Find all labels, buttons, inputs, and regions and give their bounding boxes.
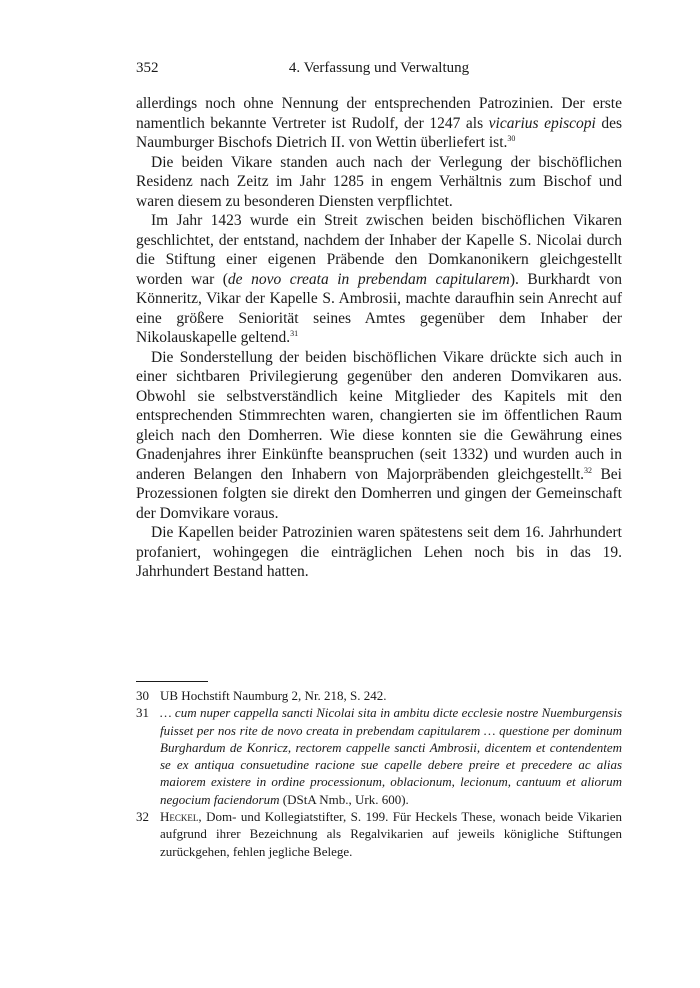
footnote-quote: … cum nuper cappella sancti Nicolai sita in ambitu dicte ecclesie nostre Nuemburgensis fuisset per nos rite de novo creata in prebendam capitularem … questione per dominum Burghardum de Konricz, rectorem cappelle sancti Ambrosii, dicentem et contendentem se ex antiqua consuetudine racione sue capelle debere preire et precedere ac alias maiorem existere in ordine processionum, oblacionum, lecionum, cantuum et aliorum negocium faciendorum: [160, 705, 622, 807]
footnote-number: 31: [136, 705, 149, 721]
paragraph: [136, 523, 622, 582]
footnote-marker: 32: [584, 465, 592, 475]
paragraph-text: des Naumburger Bischofs Dietrich II. von Wettin überliefert ist.: [136, 114, 622, 151]
body-text: [136, 94, 622, 582]
page-number: 352: [136, 60, 159, 76]
footnote: [136, 687, 622, 704]
paragraph: [136, 348, 622, 524]
chapter-title: 4. Verfassung und Verwaltung: [288, 60, 470, 76]
italic-quote: de novo creata in prebendam capitularem: [227, 270, 510, 288]
italic-term: vicarius episcopi: [488, 114, 596, 132]
footnote-text: [160, 704, 622, 808]
paragraph-text: Die Sonderstellung der beiden bischöflichen Vikare drückte sich auch in einer sichtbaren Privilegierung gegenüber den anderen Domvikaren aus. Obwohl sie selbstverständlich keine Mitglieder des Kapitels mit den entsprechenden Stimmrechten waren, changierten sie im öffentlichen Raum gleich nach den Domherren. Wie diese konnten sie die Gewährung eines Gnadenjahres ihrer Einkünfte beanspruchen (seit 1332) und wurden auch in anderen Belangen den Inhabern von Majorpräbenden gleichgestellt.: [136, 348, 622, 483]
footnote-author: Heckel: [160, 809, 199, 825]
paragraph-text: Im Jahr 1423 wurde ein Streit zwischen beiden bischöflichen Vikaren geschlichtet, der entstand, nachdem der Inhaber der Kapelle S. Nicolai durch die Stiftung einer eigenen Präbende den Domkanonikern gleichgestellt worden war (: [136, 212, 622, 288]
footnote-text: UB Hochstift Naumburg 2, Nr. 218, S. 242.: [160, 688, 387, 703]
paragraph-text: allerdings noch ohne Nennung der entsprechenden Patrozinien. Der erste namentlich bekannte Vertreter ist Rudolf, der 1247 als: [136, 95, 622, 132]
footnote-marker: 31: [290, 329, 299, 338]
footnote: [136, 704, 622, 808]
running-head: [136, 60, 622, 80]
paragraph-text: Die Kapellen beider Patrozinien waren spätestens seit dem 16. Jahrhundert profaniert, wohingegen die einträglichen Lehen noch bis in das 19. Jahrhundert Bestand hatten.: [136, 524, 622, 580]
paragraph: [136, 211, 622, 348]
footnotes: [136, 687, 622, 860]
footnote: [136, 808, 622, 860]
footnote-source: (DStA Nmb., Urk. 600).: [279, 791, 409, 807]
paragraph-text: Die beiden Vikare standen auch nach der Verlegung der bischöflichen Residenz nach Zeitz im Jahr 1285 in engem Verhältnis zum Bischof und waren diesem zu besonderen Diensten verpflichtet.: [136, 153, 622, 210]
paragraph-text: Bei Prozessionen folgten sie direkt den Domherren und gingen der Gemeinschaft der Domvikare voraus.: [136, 465, 622, 522]
paragraph: [136, 153, 622, 212]
footnote-separator: [136, 681, 208, 682]
footnote-number: 30: [136, 688, 149, 703]
footnote-marker: 30: [507, 134, 516, 143]
paragraph: [136, 94, 622, 153]
footnote-text: [160, 808, 622, 860]
paragraph-text: ). Burkhardt von Könneritz, Vikar der Kapelle S. Ambrosii, machte daraufhin sein Anrecht auf eine größere Seniorität seines Amtes gegenüber dem Inhaber der Nikolauskapelle geltend.: [136, 270, 622, 346]
footnote-body: , Dom- und Kollegiatstifter, S. 199. Für Heckels These, wonach beide Vikarien aufgrund ihrer Bezeichnung als Regalvikarien auf jeweils königliche Stiftungen zurückgehen, fehlen jegliche Belege.: [160, 809, 622, 859]
footnote-number: 32: [136, 809, 149, 825]
